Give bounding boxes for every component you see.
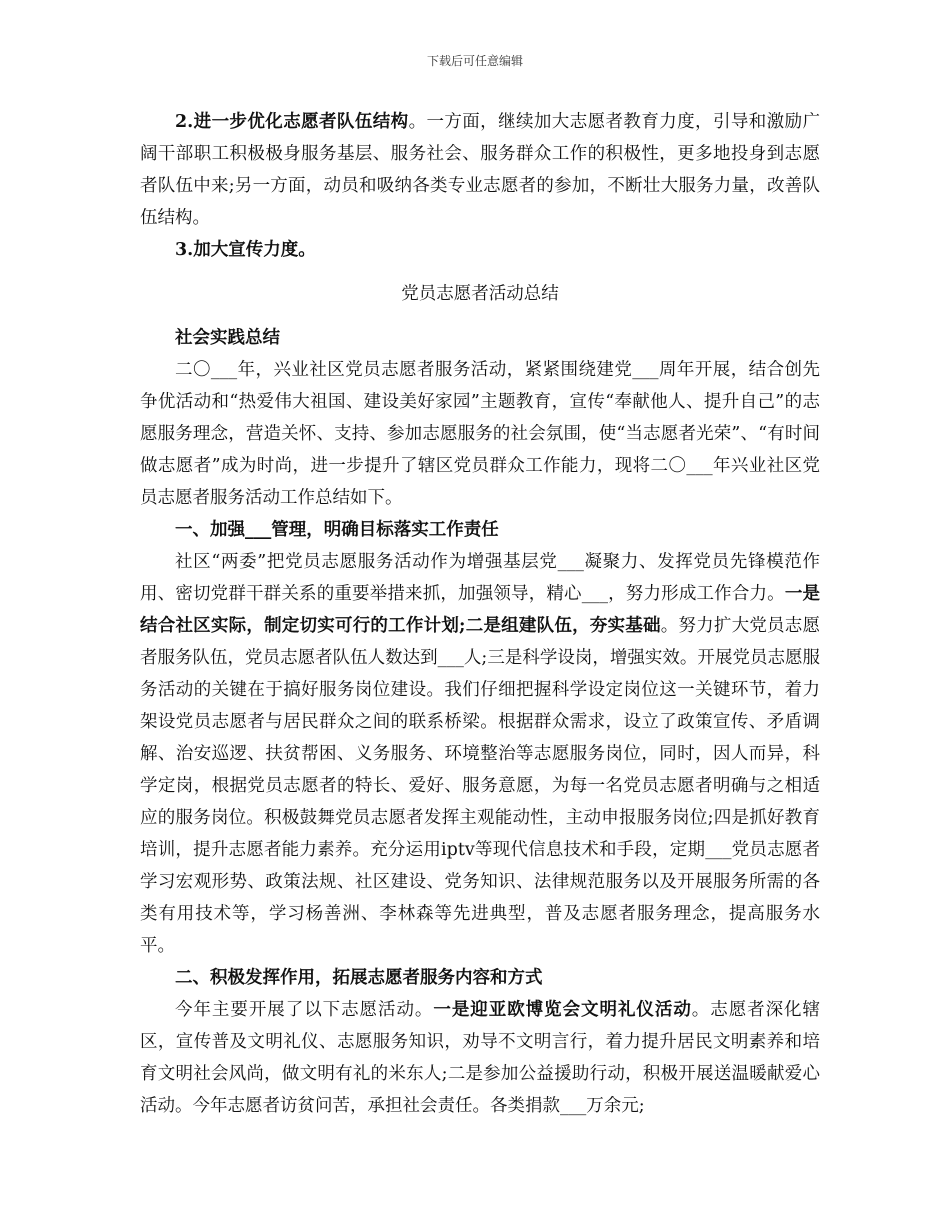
document-subtitle: 社会实践总结 bbox=[175, 328, 280, 348]
section-heading-2: 二、积极发挥作用，拓展志愿者服务内容和方式 bbox=[175, 968, 543, 988]
paragraph-1-heading: 2.进一步优化志愿者队伍结构 bbox=[175, 112, 409, 132]
paragraph-section-1-bold: 一是结合社区实际，制定切实可行的工作计划;二是组建队伍，夯实基础 bbox=[140, 584, 821, 636]
paragraph-1 bbox=[140, 106, 820, 234]
paragraph-section-2 bbox=[140, 994, 820, 1122]
paragraph-2-heading: 3.加大宣传力度。 bbox=[175, 240, 316, 260]
paragraph-intro: 二〇___年，兴业社区党员志愿者服务活动，紧紧围绕建党___周年开展，结合创先争优活动和“热爱伟大祖国、建设美好家园”主题教育，宣传“奉献他人、提升自己”的志愿服务理念，营造关怀、支持、参加志愿服务的社会氛围，使“当志愿者光荣”、“有时间做志愿者”成为时尚，进一步提升了辖区党员群众工作能力，现将二〇___年兴业社区党员志愿者服务活动工作总结如下。 bbox=[140, 360, 820, 508]
document-title: 党员志愿者活动总结 bbox=[401, 284, 559, 304]
paragraph-section-2-text-a: 今年主要开展了以下志愿活动。 bbox=[175, 1000, 434, 1020]
paragraph-section-2-text-c: 。志愿者深化辖区，宣传普及文明礼仪、志愿服务知识，劝导不文明言行，着力提升居民文明素养和培育文明社会风尚，做文明有礼的米东人;二是参加公益援助行动，积极开展送温暖献爱心活动。今年志愿者访贫问苦，承担社会责任。各类捐款___万余元; bbox=[140, 1000, 821, 1116]
document-body bbox=[140, 106, 820, 1122]
section-heading-1: 一、加强___管理，明确目标落实工作责任 bbox=[175, 520, 499, 540]
paragraph-section-1-text-c: 。努力扩大党员志愿者服务队伍，党员志愿者队伍人数达到___人;三是科学设岗，增强实效。开展党员志愿服务活动的关键在于搞好服务岗位建设。我们仔细把握科学设定岗位这一关键环节，着力架设党员志愿者与居民群众之间的联系桥梁。根据群众需求，设立了政策宣传、矛盾调解、治安巡逻、扶贫帮困、义务服务、环境整治等志愿服务岗位，同时，因人而异，科学定岗，根据党员志愿者的特长、爱好、服务意愿，为每一名党员志愿者明确与之相适应的服务岗位。积极鼓舞党员志愿者发挥主观能动性，主动申报服务岗位;四是抓好教育培训，提升志愿者能力素养。充分运用iptv等现代信息技术和手段，定期___党员志愿者学习宏观形势、政策法规、社区建设、党务知识、法律规范服务以及开展服务所需的各类有用技术等，学习杨善洲、李林森等先进典型，普及志愿者服务理念，提高服务水平。 bbox=[140, 616, 820, 956]
paragraph-section-2-bold: 一是迎亚欧博览会文明礼仪活动 bbox=[433, 1000, 692, 1020]
paragraph-1-text: 。一方面，继续加大志愿者教育力度，引导和激励广阔干部职工积极极身服务基层、服务社会、服务群众工作的积极性，更多地投身到志愿者队伍中来;另一方面，动员和吸纳各类专业志愿者的参加，不断壮大服务力量，改善队伍结构。 bbox=[140, 112, 820, 228]
paragraph-section-1 bbox=[140, 546, 820, 962]
page-header: 下载后可任意编辑 bbox=[426, 54, 523, 68]
paragraph-section-1-text-a: 社区“两委”把党员志愿服务活动作为增强基层党___凝聚力、发挥党员先锋模范作用、密切党群干群关系的重要举措来抓，加强领导，精心___，努力形成工作合力。 bbox=[140, 552, 820, 604]
